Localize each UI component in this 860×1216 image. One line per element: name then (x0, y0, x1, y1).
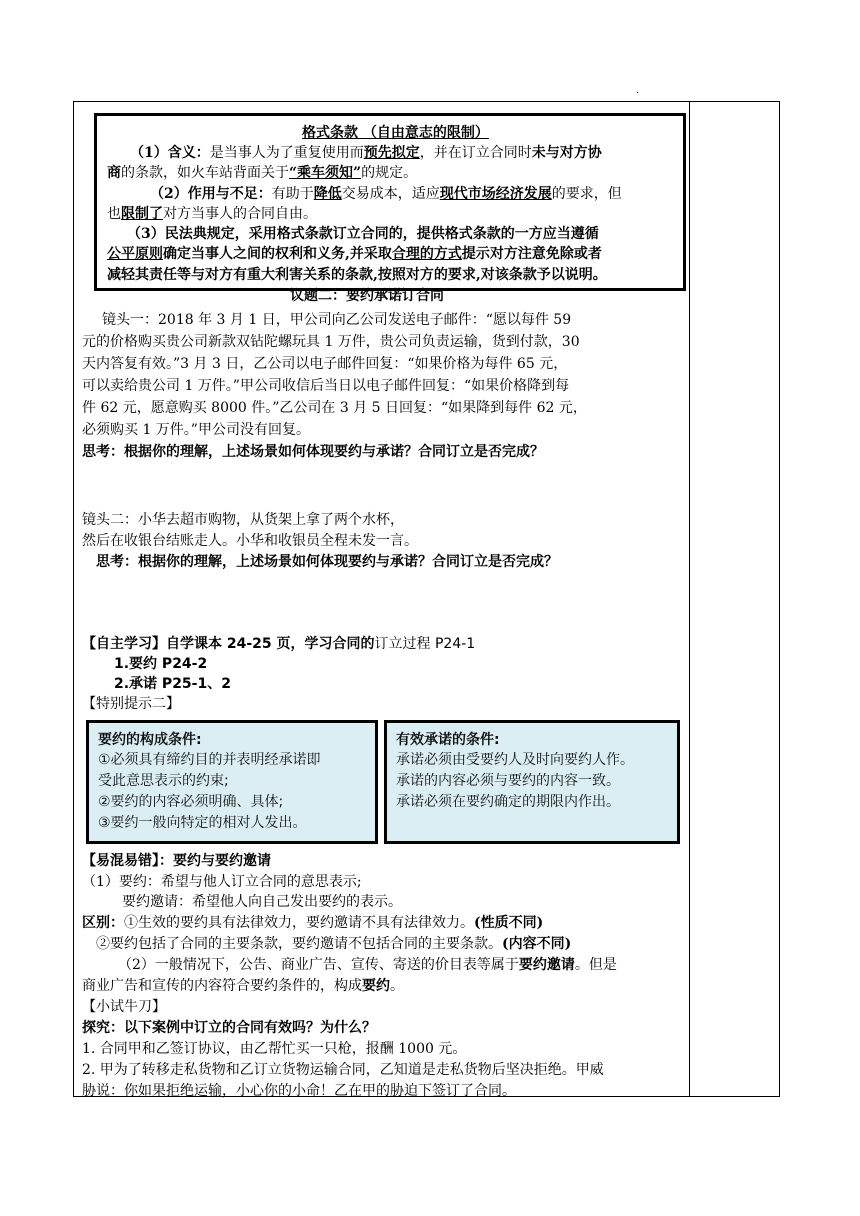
format-clause-title: 格式条款 （自由意志的限制） (302, 125, 489, 141)
scene1-line: 必须购买 1 万件。”甲公司没有回复。 (82, 422, 310, 438)
header-dot: . (636, 85, 640, 96)
format-clause-meaning-line1: （1）含义：是当事人为了重复使用而预先拟定，并在订立合同时未与对方协 (130, 145, 602, 161)
practice-question: 探究：以下案例中订立的合同有效吗？为什么？ (82, 1020, 376, 1036)
practice-case-2-line2: 胁说：你如果拒绝运输，小心你的小命！乙在甲的胁迫下签订了合同。 (82, 1083, 516, 1099)
practice-case-2-line1: 2. 甲为了转移走私货物和乙订立货物运输合同，乙知道是走私货物后坚决拒绝。甲威 (82, 1062, 604, 1078)
confusion-def-invitation: 要约邀请：希望他人向自己发出要约的表示。 (122, 894, 402, 910)
self-study-item-acceptance: 2.承诺 P25-1、2 (114, 676, 231, 692)
scene1-line: 件 62 元，愿意购买 8000 件。”乙公司在 3 月 5 日回复：“如果降到每件 62 元， (82, 400, 587, 416)
table-column-divider (689, 101, 690, 1097)
special-tip-heading: 【特别提示二】 (82, 696, 180, 712)
format-clause-effect-line1: （2）作用与不足：有助于降低交易成本，适应现代市场经济发展的要求，但 (150, 186, 622, 202)
format-clause-code-line3: 减轻其责任等与对方有重大利害关系的条款,按照对方的要求,对该条款予以说明。 (107, 267, 607, 283)
topic2-title: 议题二：要约承诺订合同 (290, 288, 444, 304)
acceptance-condition-line: 承诺必须由受要约人及时向要约人作。 (396, 752, 634, 768)
acceptance-condition-line: 承诺的内容必须与要约的内容一致。 (396, 773, 620, 789)
format-clause-effect-line2: 也限制了对方当事人的合同自由。 (107, 206, 317, 222)
scene1-line: 可以卖给贵公司 1 万件。”甲公司收信后当日以电子邮件回复：“如果价格降到每 (82, 378, 570, 394)
confusion-note-line1: （2）一般情况下，公告、商业广告、宣传、寄送的价目表等属于要约邀请。但是 (118, 957, 617, 973)
format-clause-meaning-line2: 商的条款，如火车站背面关于“乘车须知”的规定。 (107, 165, 418, 181)
confusion-diff2: ②要约包括了合同的主要条款，要约邀请不包括合同的主要条款。(内容不同) (96, 936, 572, 952)
confusion-heading: 【易混易错】：要约与要约邀请 (82, 853, 271, 869)
scene2-question: 思考：根据你的理解，上述场景如何体现要约与承诺？合同订立是否完成？ (96, 554, 558, 570)
offer-condition-line: ①必须具有缔约目的并表明经承诺即 (98, 752, 321, 768)
scene2-line: 镜头二：小华去超市购物，从货架上拿了两个水杯， (82, 512, 404, 528)
offer-condition-line: 受此意思表示的约束; (98, 773, 229, 789)
scene1-line: 镜头一：2018 年 3 月 1 日，甲公司向乙公司发送电子邮件：“愿以每件 59 (102, 312, 572, 328)
scene1-line: 天内答复有效。”3 月 3 日，乙公司以电子邮件回复：“如果价格为每件 65 元， (82, 356, 568, 372)
acceptance-condition-line: 承诺必须在要约确定的期限内作出。 (396, 794, 620, 810)
self-study-item-offer: 1.要约 P24-2 (114, 656, 208, 672)
confusion-diff1: 区别：①生效的要约具有法律效力，要约邀请不具有法律效力。(性质不同) (82, 915, 544, 931)
practice-heading: 【小试牛刀】 (82, 999, 166, 1015)
offer-condition-line: ③要约一般向特定的相对人发出。 (98, 815, 307, 831)
format-clause-code-line1: （3）民法典规定，采用格式条款订立合同的，提供格式条款的一方应当遵循 (127, 226, 599, 242)
scene1-line: 元的价格购买贵公司新款双钻陀螺玩具 1 万件，贵公司负责运输，货到付款，30 (82, 334, 580, 350)
practice-case-1: 1. 合同甲和乙签订协议，由乙帮忙买一只枪，报酬 1000 元。 (82, 1041, 467, 1057)
confusion-note-line2: 商业广告和宣传的内容符合要约条件的，构成要约。 (82, 978, 404, 994)
offer-conditions-title: 要约的构成条件: (98, 732, 202, 748)
offer-condition-line: ②要约的内容必须明确、具体; (98, 794, 284, 810)
format-clause-code-line2: 公平原则确定当事人之间的权利和义务,并采取合理的方式提示对方注意免除或者 (107, 246, 602, 262)
acceptance-conditions-title: 有效承诺的条件: (396, 732, 500, 748)
scene2-line: 然后在收银台结账走人。小华和收银员全程未发一言。 (82, 533, 418, 549)
self-study-heading: 【自主学习】自学课本 24-25 页，学习合同的订立过程 P24-1 (82, 636, 476, 652)
scene1-question: 思考：根据你的理解，上述场景如何体现要约与承诺？合同订立是否完成？ (82, 444, 544, 460)
confusion-def-offer: （1）要约：希望与他人订立合同的意思表示; (82, 874, 362, 890)
